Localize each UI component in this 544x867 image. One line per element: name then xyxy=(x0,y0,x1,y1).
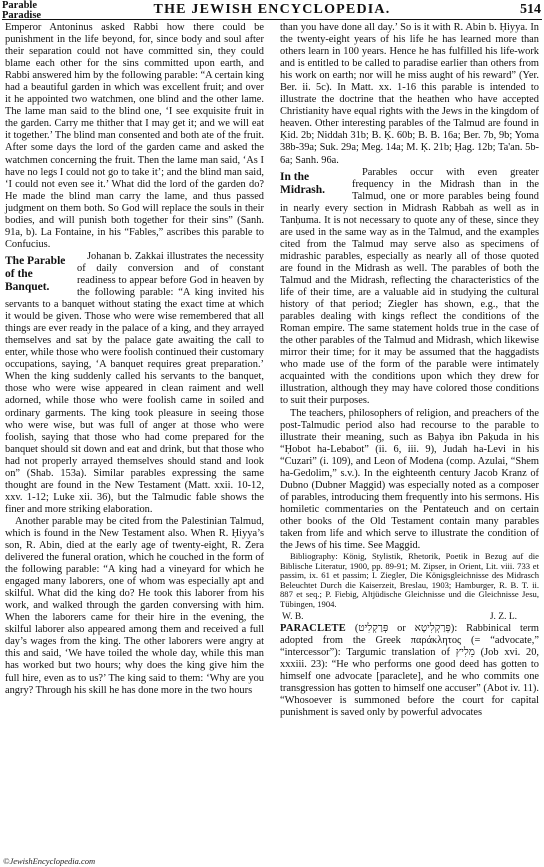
paragraph-post-talmudic: The teachers, philosophers of religion, and preachers of the post-Talmudic period also had recourse to the parable to illustrate their meaning, such as Baḥya ibn Paḳuda in his “Ḥobot ha-Lebabot” (ii. 6, iii. 9), Judah ha-Levi in his “Cuzari” (i. 109), and Leon of Modena (comp. Azulai, “Shem ha-Gedolim,” s.v.). In the eighteenth century Jacob Kranz of Dubno (Dubner Maggid) was especially noted as a composer of parables, introducing them frequently into his sermons. His homiletic commentaries on the Pentateuch and on certain other books of the Old Testament contain many parables taken from life and which serve to illustrate the condition of the Jews of his time. See Maggid. xyxy=(280,407,539,552)
left-column xyxy=(5,22,264,697)
paragraph-midrash: Parables occur with even greater frequency in the Midrash than in the Talmud, one or more parables being found in nearly every section in Midrash Rabbah as well as in Tanḥuma. It is not necessary to quote any of these, since they are used in the same way as in the Talmud, and the examples cited from the Talmud may serve also as specimens of midrashic parables, especially as nearly all of those quoted are found in the Midrash as well. The parables of both the Talmud and the Midrash, reflecting the characteristics of the life of their time, are a valuable aid in studying the cultural history of that period; Ziegler has shown, e.g., that the parables dealing with kings reflect the conditions of the Roman empire. The same statement holds true in the case of the other parables of the Talmud and Midrash, which likewise mirror their time; for it may be assumed that the haggadists who made use of the form of the parable were intimately acquainted with the conditions upon which they drew for illustration, although they may have colored those conditions to suit their purposes. xyxy=(280,166,539,407)
page-title: THE JEWISH ENCYCLOPEDIA. xyxy=(153,2,391,17)
paragraph-banquet: Johanan b. Zakkai illustrates the necessity of daily conversion and of constant readiness to appear before God in heaven by the following parable: “A king invited his servants to a banquet without stating the exact time at which it would be given. Those who were wise remembered that all things are ever ready in the palace of a king, and they arrayed themselves and sat by the palace gate awaiting the call to enter, while those who were foolish continued their customary occupations, saying, ‘A banquet requires great preparation.’ When the king suddenly called his servants to the banquet, those who were wise appeared in clean raiment and well adorned, while those who were foolish came in soiled and ordinary garments. The king took pleasure in seeing those who were wise, but was full of anger at those who were foolish, saying that those who had come prepared for the banquet should sit down and eat and drink, but that those who had not properly arrayed themselves should stand and look on” (Shab. 153a). Similar parables expressing the same thought are found in the New Testament (Matt. xxii. 10-12, xxv. 1-12; Luke xii. 36), but the Talmudic fable shows the finer and more striking elaboration. xyxy=(5,250,264,515)
side-heading-midrash: In the Midrash. xyxy=(280,170,326,196)
bibliography: Bibliography: König, Stylistik, Rhetorik, Poetik in Bezug auf die Biblische Literatur, 1900, pp. 89-91; M. Zipser, in Orient, Lit. viii. 733 et passim, ix. 61 et passim; I. Ziegler, Die Königsgleichnisse des Midrasch Beleuchtet Durch die Kaiserzeit, Breslau, 1903; Hamburger, R. B. T. ii. 887 et seq.; P. Fiebig, Altjüdische Gleichnisse und die Gleichnisse Jesu, Tübingen, 1904. xyxy=(280,551,539,610)
entry-paraclete xyxy=(280,623,539,719)
running-head-bottom: Paradise xyxy=(2,10,42,21)
paragraph-antoninus: Emperor Antoninus asked Rabbi how there could be punishment in the life beyond, for, since body and soul after their separation could not have committed sin, they could blame each other for the sins committed upon earth, and Rabbi answered him by the following parable: “A certain king had a beautiful garden in which was excellent fruit; and over it he appointed two watchmen, one blind and the other lame. The lame man said to the blind one, ‘I see exquisite fruit in the garden. Carry me thither that I may get it; and we will eat it together.’ The blind man consented and both ate of the fruit. After some days the lord of the garden came and asked the watchmen concerning the fruit. Then the lame man said, ‘As I have no legs I could not go to take it’; and the blind man said, ‘I could not even see it.’ What did the lord of the garden do? He made the blind man carry the lame, and thus passed judgment on them both. So God will replace the souls in their bodies, and will punish both together for their sins” (Sanh. 91a, b). La Fontaine, in his “Fables,” ascribes this parable to Confucius. xyxy=(5,22,264,250)
signature-right: J. Z. L. xyxy=(489,611,517,622)
right-column xyxy=(280,22,539,719)
entry-body-paraclete: (פְּרַקְלִיט or פְּרַקְלִיטָא): Rabbinical term adopted from the Greek παράκλητος (= “advocate,” “intercessor”): Targumic translation of מֵלִיץ (Job xvi. 20, xxxiii. 23): “He who performs one good deed has gotten to himself one advocate [paraclete], and he who commits one transgression has gotten to himself one accuser” (Abot iv. 11). “Whosoever is summoned before the court for capital punishment is saved only by powerful advocates xyxy=(280,622,539,718)
paragraph-vineyard: Another parable may be cited from the Palestinian Talmud, which is found in the New Testament also. When R. Ḥiyya’s son, R. Abin, died at the early age of twenty-eight, R. Zera delivered the funeral oration, which he couched in the form of the following parable: “A king had a vineyard for which he engaged many laborers, one of whom was especially apt and skilful. What did the king do? He took this laborer from his work, and walked through the garden conversing with him. When the laborers came for their hire in the evening, the skilful laborer also appeared among them and received a full day’s wages from the king. The other laborers were angry at this and said, ‘We have toiled the whole day, while this man has worked but two hours; why does the king give him the full hire, even as to us?’ The king said to them: ‘Why are you angry? Through his skill he has done more in the two hours xyxy=(5,515,264,696)
paragraph-abin: than you have done all day.’ So is it with R. Abin b. Ḥiyya. In the twenty-eight years of his life he has learned more than others learn in 100 years. Hence he has fulfilled his life-work and is entitled to be called to paradise earlier than others from his work on earth; nor will he miss aught of his reward” (Yer. Ber. ii. 5c). In Matt. xx. 1-16 this parable is intended to illustrate the doctrine that the heathen who have accepted Christianity have equal rights with the Jews in the kingdom of heaven. Other interesting parables of the Talmud are found in Ḳid. 2b; Niddah 31b; B. Ḳ. 60b; B. B. 16a; Ber. 7b, 9b; Yoma 38b-39a; Suk. 29a; Meg. 14a; M. Ḳ. 21b; Ḥag. 12b; Ta'an. 5b-6a; Sanh. 96a. xyxy=(280,22,539,166)
page-number: 514 xyxy=(520,2,541,17)
header-rule xyxy=(2,19,542,20)
copyright-link[interactable]: ©JewishEncyclopedia.com xyxy=(3,856,96,866)
entry-heading-paraclete: PARACLETE xyxy=(280,622,347,634)
author-signatures xyxy=(280,611,539,623)
side-heading-banquet: The Parable of the Banquet. xyxy=(5,254,66,293)
signature-left: W. B. xyxy=(282,611,304,622)
running-head-top: Parable xyxy=(2,0,37,11)
